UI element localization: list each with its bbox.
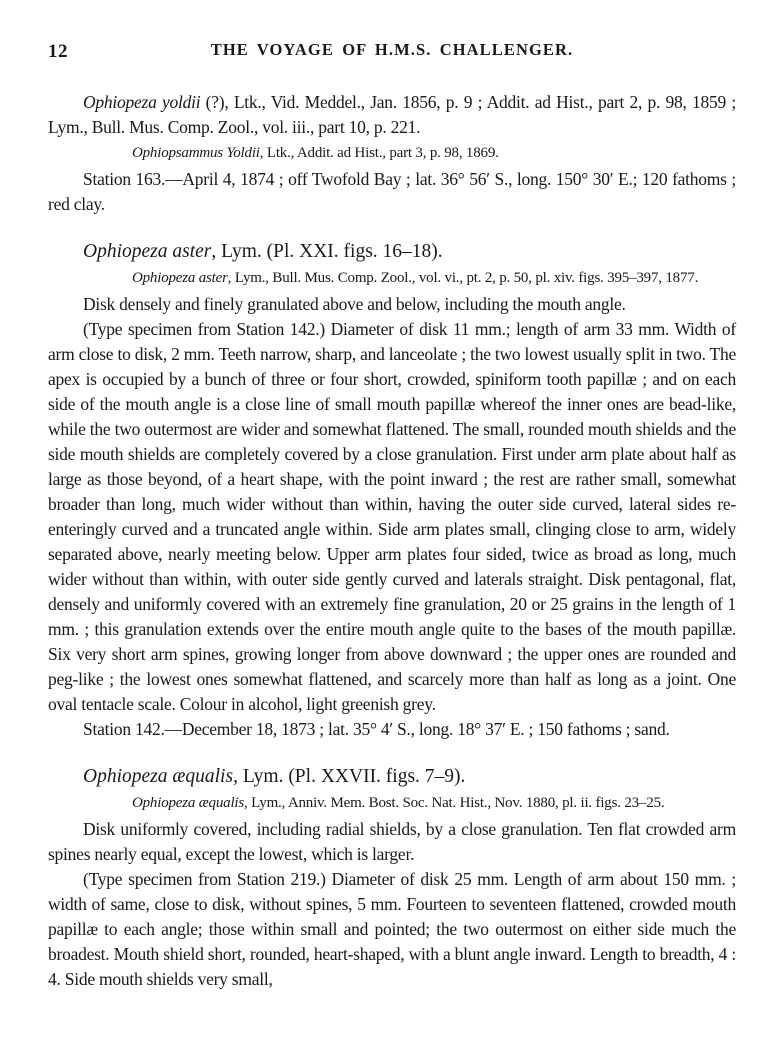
- species-name: Ophiopsammus Yoldii: [132, 145, 260, 161]
- description-paragraph-aequalis-2: [48, 867, 736, 992]
- text-run: , Lym. (Pl. XXVII. figs. 7–9).: [233, 766, 466, 787]
- text-run: , Lym. (Pl. XXI. figs. 16–18).: [211, 241, 443, 262]
- citation-ophiopsammus-yoldii: [132, 143, 736, 163]
- species-name: Ophiopeza aster: [83, 241, 212, 262]
- citation-aster: [132, 268, 736, 288]
- text-run: , Lym., Anniv. Mem. Bost. Soc. Nat. Hist., Nov. 1880, pl. ii. figs. 23–25.: [244, 795, 665, 811]
- text-run: Disk densely and finely granulated above and below, including the mouth angle.: [83, 294, 626, 314]
- text-run: (Type specimen from Station 219.) Diameter of disk 25 mm. Length of arm about 150 mm. ; width of same, close to disk, without spines, 5 mm. Fourteen to seventeen flattened, crowded mouth papillæ to each angle; those within small and pointed; the two outermost on either side much the broadest. Mouth shield short, rounded, heart-shaped, with a blunt angle inward. Length to breadth, 4 : 4. Side mouth shields very small,: [48, 869, 736, 989]
- text-run: , Ltk., Addit. ad Hist., part 3, p. 98, 1869.: [259, 145, 499, 161]
- species-name: Ophiopeza æqualis: [132, 795, 245, 811]
- text-run: (?), Ltk., Vid. Meddel., Jan. 1856, p. 9 ; Addit. ad Hist., part 2, p. 98, 1859 ; Lym., Bull. Mus. Comp. Zool., vol. iii., part 10, p. 221.: [48, 92, 736, 137]
- station-142-paragraph: [48, 717, 736, 742]
- species-name: Ophiopeza yoldii: [83, 92, 201, 112]
- description-paragraph-aequalis-1: [48, 817, 736, 867]
- species-heading-aequalis: [48, 764, 736, 790]
- text-run: (Type specimen from Station 142.) Diameter of disk 11 mm.; length of arm 33 mm. Width of arm close to disk, 2 mm. Teeth narrow, sharp, and lanceolate ; the two lowest usually split in two. The apex is occupied by a bunch of three or four short, crowded, spiniform tooth papillæ ; and on each side of the mouth angle is a close line of small mouth papillæ whereof the inner ones are bead-like, while the two outermost are wider and somewhat flattened. The small, rounded mouth shields and the side mouth shields are completely covered by a close granulation. First under arm plate about half as large as those beyond, of a heart shape, with the point inward ; the rest are rather small, somewhat broader than long, much wider without than within, having the outer side curved, lateral sides re-enteringly curved and a truncated angle within. Side arm plates small, clinging close to arm, widely separated above, nearly meeting below. Upper arm plates four sided, twice as broad as long, much wider without than within, with outer side gently curved and laterals straight. Disk pentagonal, flat, densely and uniformly covered with an extremely fine granulation, 20 or 25 grains in the length of 1 mm. ; this granulation extends over the entire mouth angle quite to the bases of the mouth papillæ. Six very short arm spines, growing longer from above downward ; the upper ones are rounded and peg-like ; the lowest ones somewhat flattened, and scarcely more than half as long as a joint. One oval tentacle scale. Colour in alcohol, light greenish grey.: [48, 319, 736, 714]
- text-run: Disk uniformly covered, including radial shields, by a close granulation. Ten flat crowded arm spines nearly equal, except the lowest, which is larger.: [48, 819, 736, 864]
- synonymy-paragraph-yoldii: [48, 90, 736, 140]
- page-number: 12: [48, 41, 68, 62]
- description-paragraph-aster-2: [48, 317, 736, 717]
- station-163-paragraph: [48, 167, 736, 217]
- citation-aequalis: [132, 793, 736, 813]
- running-title: THE VOYAGE OF H.M.S. CHALLENGER.: [210, 40, 574, 59]
- text-run: Station 142.—December 18, 1873 ; lat. 35° 4′ S., long. 18° 37′ E. ; 150 fathoms ; sand.: [83, 719, 670, 739]
- species-name: Ophiopeza æqualis: [83, 766, 234, 787]
- species-heading-aster: [48, 239, 736, 265]
- text-run: , Lym., Bull. Mus. Comp. Zool., vol. vi., pt. 2, p. 50, pl. xiv. figs. 395–397, 1877.: [227, 270, 699, 286]
- page-header: [48, 40, 736, 64]
- text-run: Station 163.—April 4, 1874 ; off Twofold Bay ; lat. 36° 56′ S., long. 150° 30′ E.; 120 fathoms ; red clay.: [48, 169, 736, 214]
- species-name: Ophiopeza aster: [132, 270, 228, 286]
- description-paragraph-aster-1: [48, 292, 736, 317]
